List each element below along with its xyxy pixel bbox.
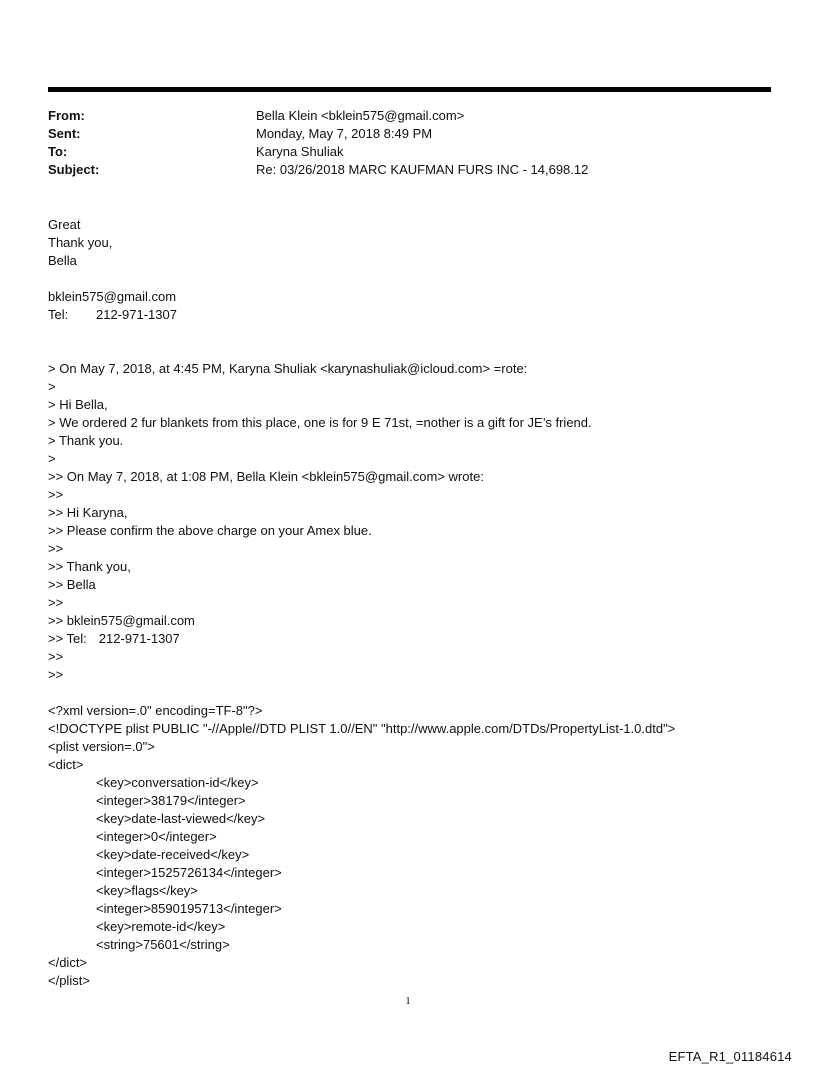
subject-value: Re: 03/26/2018 MARC KAUFMAN FURS INC - 14,698.12	[256, 162, 589, 177]
from-value: Bella Klein <bklein575@gmail.com>	[256, 108, 465, 123]
subject-label: Subject:	[48, 162, 100, 177]
from-label: From:	[48, 108, 85, 123]
signature-email: bklein575@gmail.com	[48, 289, 177, 304]
plist-entry: <integer>0</integer>	[96, 829, 217, 844]
from-row	[48, 107, 771, 125]
body-greeting: Great	[48, 217, 81, 232]
plist-entry: <key>flags</key>	[96, 883, 198, 898]
quoted-line: >>	[48, 667, 64, 682]
plist-entry: <integer>1525726134</integer>	[96, 865, 282, 880]
plist-dict-open: <dict>	[48, 757, 84, 772]
quoted-line: >>	[48, 541, 64, 556]
quoted-line: >> Thank you,	[48, 559, 131, 574]
body-thanks: Thank you,	[48, 235, 113, 250]
plist-entry: <key>date-received</key>	[96, 847, 250, 862]
plist-close: </plist>	[48, 973, 90, 988]
quoted-line: >	[48, 379, 56, 394]
body-name: Bella	[48, 253, 77, 268]
signature-tel	[48, 306, 771, 324]
plist-entry: <integer>38179</integer>	[96, 793, 246, 808]
email-header	[48, 107, 771, 179]
quoted-line: >> Hi Karyna,	[48, 505, 128, 520]
quoted-line: >> On May 7, 2018, at 1:08 PM, Bella Klein <bklein575@gmail.com> wrote:	[48, 469, 484, 484]
plist-open: <plist version=.0">	[48, 739, 155, 754]
plist-entry: <integer>8590195713</integer>	[96, 901, 282, 916]
plist-entry: <key>remote-id</key>	[96, 919, 226, 934]
quoted-line: >>	[48, 487, 64, 502]
plist-entry: <string>75601</string>	[96, 937, 230, 952]
quoted-tel-line	[48, 630, 771, 648]
to-label: To:	[48, 144, 68, 159]
plist-doctype: <!DOCTYPE plist PUBLIC "-//Apple//DTD PLIST 1.0//EN" "http://www.apple.com/DTDs/PropertyList-1.0.dtd">	[48, 721, 676, 736]
quoted-line: >> bklein575@gmail.com	[48, 613, 195, 628]
quoted-line: > Hi Bella,	[48, 397, 108, 412]
plist-entry: <key>conversation-id</key>	[96, 775, 259, 790]
document-id: EFTA_R1_01184614	[668, 1049, 792, 1064]
quoted-tel-prefix: >> Tel:	[48, 631, 87, 646]
quoted-line: >> Please confirm the above charge on your Amex blue.	[48, 523, 372, 538]
quoted-line: > On May 7, 2018, at 4:45 PM, Karyna Shuliak <karynashuliak@icloud.com> =rote:	[48, 361, 528, 376]
quoted-line: >	[48, 451, 56, 466]
quoted-line: >>	[48, 649, 64, 664]
page-number: 1	[405, 995, 411, 1007]
plist-entry: <key>date-last-viewed</key>	[96, 811, 266, 826]
quoted-line: >> Bella	[48, 577, 96, 592]
plist-dict-close: </dict>	[48, 955, 88, 970]
email-body	[48, 216, 771, 990]
quoted-line: > We ordered 2 fur blankets from this place, one is for 9 E 71st, =nother is a gift for JE’s friend.	[48, 415, 592, 430]
signature-tel-label: Tel:	[48, 307, 69, 322]
quoted-line: >>	[48, 595, 64, 610]
subject-row	[48, 161, 771, 179]
quoted-tel-value: 212-971-1307	[98, 631, 180, 646]
to-row	[48, 143, 771, 161]
plist-xml-declaration: <?xml version=.0" encoding=TF-8"?>	[48, 703, 263, 718]
quoted-thread	[48, 360, 771, 684]
signature-tel-value: 212-971-1307	[96, 307, 177, 322]
plist-block	[48, 702, 771, 990]
header-rule	[48, 87, 771, 92]
sent-value: Monday, May 7, 2018 8:49 PM	[256, 126, 433, 141]
sent-row	[48, 125, 771, 143]
quoted-line: > Thank you.	[48, 433, 124, 448]
sent-label: Sent:	[48, 126, 81, 141]
to-value: Karyna Shuliak	[256, 144, 344, 159]
